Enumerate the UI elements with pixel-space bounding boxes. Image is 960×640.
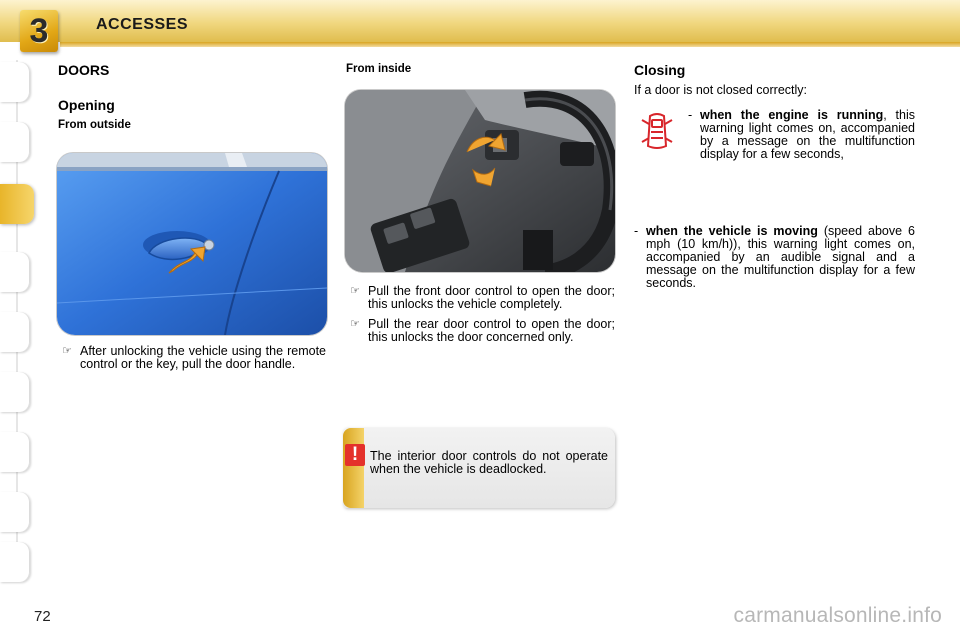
- interior-bullet-1-text: Pull the front door control to open the door; this unlocks the vehicle completely.: [368, 284, 615, 311]
- vehicle-moving-label: when the vehicle is moving: [646, 224, 818, 238]
- chapter-tab-5[interactable]: [0, 312, 30, 352]
- pointer-icon: ☞: [350, 318, 360, 330]
- warning-text: The interior door controls do not operate when the vehicle is deadlocked.: [370, 449, 608, 476]
- chapter-tab-2[interactable]: [0, 122, 30, 162]
- chapter-title: ACCESSES: [96, 16, 189, 33]
- from-inside-label: From inside: [346, 63, 412, 75]
- exterior-bullet-1: [58, 345, 326, 371]
- exterior-bullet-list: [58, 345, 326, 378]
- door-handle-exterior-image: [57, 153, 327, 335]
- interior-bullet-2: [346, 318, 615, 344]
- interior-bullet-1: [346, 285, 615, 311]
- interior-bullet-2-text: Pull the rear door control to open the door; this unlocks the door concerned only.: [368, 317, 615, 344]
- chapter-tab-7[interactable]: [0, 432, 30, 472]
- pointer-icon: ☞: [350, 285, 360, 297]
- engine-running-label: when the engine is running: [700, 108, 884, 122]
- chapter-tab-1[interactable]: [0, 62, 30, 102]
- chapter-number: 3: [29, 12, 49, 50]
- chapter-tab-6[interactable]: [0, 372, 30, 412]
- closing-title: Closing: [634, 62, 686, 78]
- vehicle-moving-text: (speed above 6 mph (10 km/h)), this warning light comes on, accompanied by an audible signal and a message on the multifunction display for a few seconds.: [646, 224, 915, 290]
- chapter-badge: [20, 10, 58, 52]
- door-control-interior-image: [345, 90, 615, 272]
- dash-marker: -: [634, 224, 639, 238]
- closing-item-engine-running: [688, 109, 915, 161]
- door-open-warning-icon: [638, 110, 676, 152]
- page-number: 72: [34, 608, 51, 625]
- closing-intro: If a door is not closed correctly:: [634, 83, 807, 97]
- chapter-tab-3-active[interactable]: [0, 184, 34, 224]
- chapter-tab-9[interactable]: [0, 542, 30, 582]
- exterior-bullet-text: After unlocking the vehicle using the remote control or the key, pull the door handle.: [80, 344, 326, 371]
- warning-stripe: [343, 428, 364, 508]
- interior-bullet-list: [346, 285, 615, 351]
- chapter-tabs: [0, 62, 34, 582]
- from-outside-label: From outside: [58, 119, 131, 131]
- pointer-icon: ☞: [62, 345, 72, 357]
- closing-item-vehicle-moving: [634, 225, 915, 290]
- chapter-tab-8[interactable]: [0, 492, 30, 532]
- dash-marker: -: [688, 108, 693, 122]
- section-title-doors: DOORS: [58, 62, 110, 78]
- watermark: carmanualsonline.info: [733, 604, 942, 627]
- exclamation-icon: !: [345, 444, 365, 466]
- chapter-tab-4[interactable]: [0, 252, 30, 292]
- subsection-title-opening: Opening: [58, 97, 115, 113]
- engine-running-text: , this warning light comes on, accompanied by a message on the multifunction display for a few seconds,: [700, 108, 916, 161]
